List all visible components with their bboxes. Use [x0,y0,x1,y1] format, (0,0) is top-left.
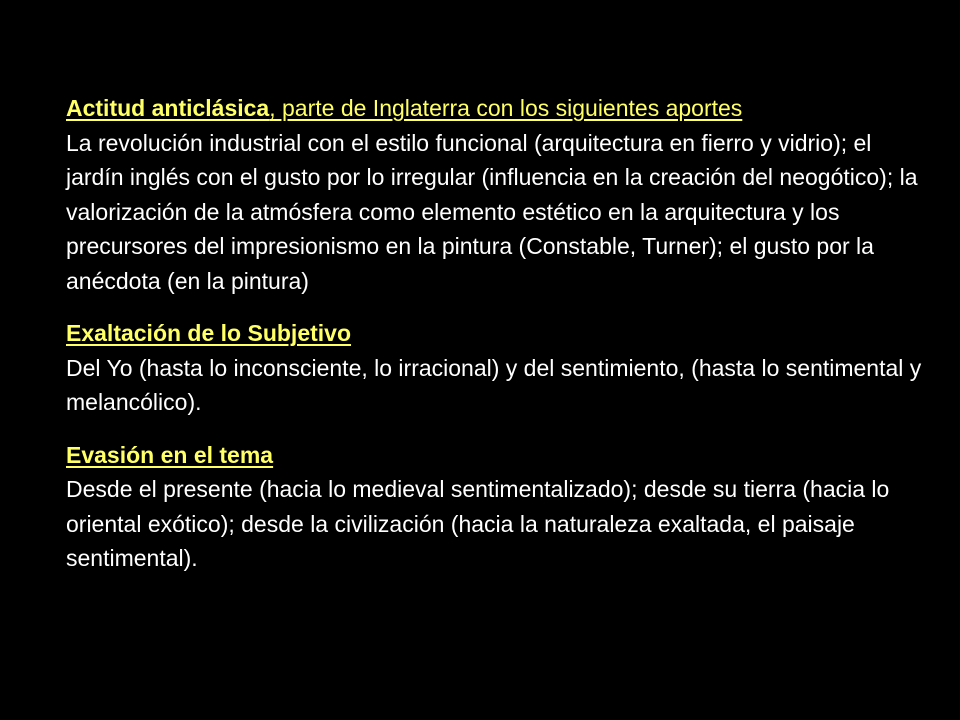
section-heading-key: Exaltación de lo Subjetivo [66,320,352,346]
section-heading [66,91,926,126]
section-evasion-tema [66,438,926,576]
section-heading-key: Actitud anticlásica [66,95,270,121]
section-heading [66,438,926,473]
section-heading-rest: , parte de Inglaterra con los siguientes aportes [269,95,743,121]
slide-content [66,91,926,594]
section-actitud-anticlasica [66,91,926,298]
section-exaltacion-subjetivo [66,316,926,420]
section-body: Desde el presente (hacia lo medieval sentimentalizado); desde su tierra (hacia lo oriental exótico); desde la civilización (hacia la naturaleza exaltada, el paisaje sentimental). [66,476,890,571]
section-heading-key: Evasión en el tema [66,441,274,468]
section-heading [66,316,926,351]
section-body: La revolución industrial con el estilo funcional (arquitectura en fierro y vidrio); el jardín inglés con el gusto por lo irregular (influencia en la creación del neogótico); la valorización de la atmósfera como elemento estético en la arquitectura y los precursores del impresionismo en la pintura (Constable, Turner); el gusto por la anécdota (en la pintura) [66,129,918,294]
section-body: Del Yo (hasta lo inconsciente, lo irracional) y del sentimiento, (hasta lo sentimental y melancólico). [66,354,922,415]
